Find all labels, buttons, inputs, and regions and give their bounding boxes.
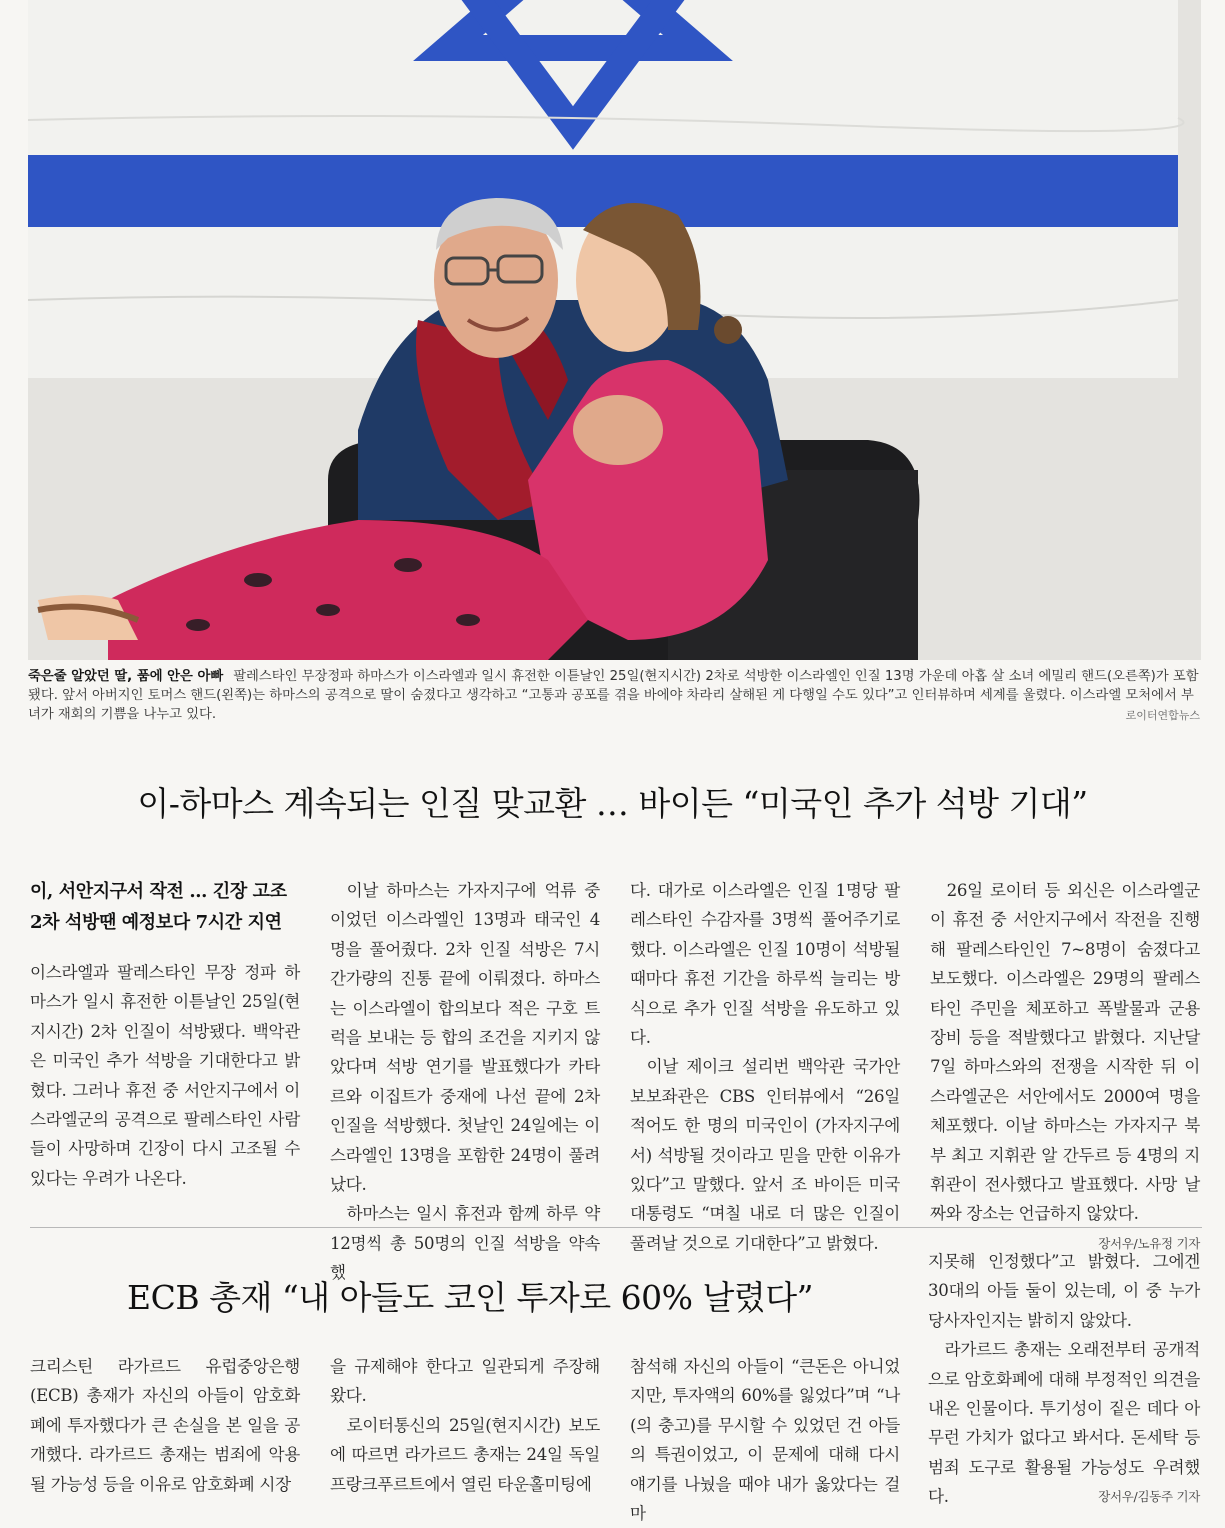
article1-paragraph [930, 876, 1200, 1251]
article1-column-4 [930, 876, 1200, 1288]
article1-column-3 [630, 876, 900, 1288]
article2-headline: ECB 총재 “내 아들도 코인 투자로 60% 날렸다” [127, 1278, 813, 1317]
news-photo [28, 0, 1201, 660]
caption-text: 팔레스타인 무장정파 하마스가 이스라엘과 일시 휴전한 이튿날인 25일(현지시간) 2차로 석방한 이스라엘인 인질 13명 가운데 아홉 살 소녀 에밀리 핸드(오른쪽)가 포함됐다. 앞서 아버지인 토머스 핸드(왼쪽)는 하마스의 공격으로 딸이 숨졌다고 생각하고 “고통과 공포를 겪을 바에야 차라리 살해된 게 다행일 수도 있다”고 인터뷰하며 세계를 울렸다. 이스라엘 모처에서 부녀가 재회의 기쁨을 나누고 있다. [28, 669, 1199, 722]
photo-credit: 로이터연합뉴스 [1125, 709, 1200, 722]
article1-headline: 이-하마스 계속되는 인질 맞교환 … 바이든 “미국인 추가 석방 기대” [137, 784, 1088, 823]
article2-column-3 [630, 1352, 900, 1528]
article2-column-2 [330, 1352, 600, 1528]
article2-paragraph-text: 라가르드 총재는 오래전부터 공개적으로 암호화폐에 대해 부정적인 의견을 내온 인물이다. 투기성이 짙은 데다 아무런 가치가 없다고 봐서다. 돈세탁 등 범죄 도구로 활용될 가능성도 우려했다. [928, 1340, 1200, 1507]
article2-paragraph: 지못해 인정했다”고 밝혔다. 그에겐 30대의 아들 둘이 있는데, 이 중 누가 당사자인지는 밝히지 않았다. [928, 1252, 1200, 1330]
article2-paragraph: 참석해 자신의 아들이 “큰돈은 아니었지만, 투자액의 60%를 잃었다”며 “나(의 충고)를 무시할 수 있었던 건 아들의 특권이었고, 이 문제에 대해 다시 얘기를 나눴을 때야 내가 옳았다는 걸 마 [630, 1357, 900, 1524]
article1-column-1 [30, 876, 300, 1288]
section-divider [30, 1227, 1202, 1228]
article1-paragraph: 하마스는 일시 휴전과 함께 하루 약 12명씩 총 50명의 인질 석방을 약속했 [330, 1204, 600, 1283]
article1-body [30, 876, 1202, 1288]
caption-title: 죽은줄 알았던 딸, 품에 안은 아빠 [28, 669, 224, 684]
article2-column-4-inner [928, 1247, 1200, 1512]
article2-byline: 장서우/김동주 기자 [1098, 1489, 1200, 1505]
article1-paragraph: 이날 하마스는 가자지구에 억류 중이었던 이스라엘인 13명과 태국인 4명을 풀어줬다. 2차 인질 석방은 7시간가량의 진통 끝에 이뤄졌다. 하마스는 이스라엘이 합의보다 적은 구호 트럭을 보내는 등 합의 조건을 지키지 않았다며 석방 연기를 발표했다가 카타르와 이집트가 중재에 나선 끝에 2차 인질을 석방했다. 첫날인 24일에는 이스라엘인 13명을 포함한 24명이 풀려났다. [330, 881, 600, 1195]
article2-paragraph: 크리스틴 라가르드 유럽중앙은행(ECB) 총재가 자신의 아들이 암호화폐에 투자했다가 큰 손실을 본 일을 공개했다. 라가르드 총재는 범죄에 악용될 가능성 등을 이유로 암호화폐 시장 [30, 1357, 300, 1494]
article2-paragraph: 을 규제해야 한다고 일관되게 주장해왔다. [330, 1357, 600, 1406]
article2-column-4 [928, 1247, 1200, 1512]
article1-paragraph: 이스라엘과 팔레스타인 무장 정파 하마스가 일시 휴전한 이튿날인 25일(현지시간) 2차 인질이 석방됐다. 백악관은 미국인 추가 석방을 기대한다고 밝혔다. 그러나 휴전 중 서안지구에서 이스라엘군의 공격으로 팔레스타인 사람들이 사망하며 긴장이 다시 고조될 수 있다는 우려가 나온다. [30, 963, 300, 1188]
article2-paragraph [928, 1335, 1200, 1511]
article2-paragraph: 로이터통신의 25일(현지시간) 보도에 따르면 라가르드 총재는 24일 독일 프랑크푸르트에서 열린 타운홀미팅에 [330, 1415, 600, 1494]
article1-paragraph: 다. 대가로 이스라엘은 인질 1명당 팔레스타인 수감자를 3명씩 풀어주기로 했다. 이스라엘은 인질 10명이 석방될 때마다 휴전 기간을 하루씩 늘리는 방식으로 추가 인질 석방을 유도하고 있다. [630, 881, 900, 1048]
article1-paragraph-text: 26일 로이터 등 외신은 이스라엘군이 휴전 중 서안지구에서 작전을 진행해 팔레스타인인 7~8명이 숨졌다고 보도했다. 이스라엘은 29명의 팔레스타인 주민을 체포하고 폭발물과 군용 장비 등을 적발했다고 밝혔다. 지난달 7일 하마스와의 전쟁을 시작한 뒤 이스라엘군은 서안에서도 2000여 명을 체포했다. 이날 하마스는 가자지구 북부 최고 지휘관 알 간두르 등 4명의 지휘관이 전사했다고 발표했다. 사망 날짜와 장소는 언급하지 않았다. [930, 881, 1200, 1224]
article1-column-2 [330, 876, 600, 1288]
article2-body [30, 1352, 910, 1528]
subhead-line-1: 이, 서안지구서 작전 … 긴장 고조 [30, 881, 287, 902]
photo-illustration [28, 0, 1201, 660]
article2-column-1 [30, 1352, 300, 1528]
subhead-line-2: 2차 석방땐 예정보다 7시간 지연 [30, 912, 282, 933]
photo-caption [28, 667, 1200, 725]
article1-subhead [30, 876, 300, 938]
article1-paragraph: 이날 제이크 설리번 백악관 국가안보보좌관은 CBS 인터뷰에서 “26일 적어도 한 명의 미국인이 (가자지구에서) 석방될 것이라고 믿을 만한 이유가 있다”고 말했다. 앞서 조 바이든 미국 대통령도 “며칠 내로 더 많은 인질이 풀려날 것으로 기대한다”고 밝혔다. [630, 1057, 900, 1253]
article1-byline: 장서우/노유정 기자 [1098, 1235, 1200, 1251]
